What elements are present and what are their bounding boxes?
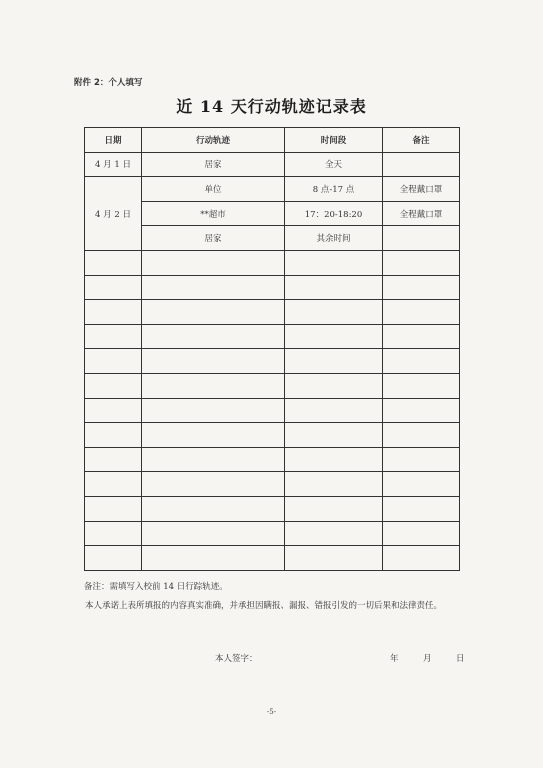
header-date: 日期	[85, 128, 142, 153]
table-row	[85, 201, 460, 226]
table-cell-empty[interactable]	[142, 250, 285, 275]
table-row-empty	[85, 300, 460, 325]
table-cell-empty[interactable]	[85, 300, 142, 325]
table-cell-empty[interactable]	[142, 521, 285, 546]
table-row-empty	[85, 275, 460, 300]
table-cell-empty[interactable]	[85, 496, 142, 521]
note-instruction: 备注：需填写入校前 14 日行踪轨迹。	[84, 582, 228, 592]
table-cell-empty[interactable]	[383, 250, 460, 275]
table-cell-empty[interactable]	[285, 398, 383, 423]
table-cell-empty[interactable]	[85, 472, 142, 497]
table-cell-empty[interactable]	[142, 275, 285, 300]
table-cell-empty[interactable]	[383, 398, 460, 423]
date-month-label: 月	[423, 654, 432, 664]
table-cell-empty[interactable]	[85, 447, 142, 472]
table-cell-empty[interactable]	[383, 300, 460, 325]
date-year-label: 年	[390, 654, 399, 664]
cell-track: 单位	[142, 177, 285, 202]
itinerary-table	[84, 127, 460, 571]
table-cell-empty[interactable]	[285, 373, 383, 398]
table-row	[85, 177, 460, 202]
header-note: 备注	[383, 128, 460, 153]
page-number: -5-	[266, 708, 277, 716]
table-cell-empty[interactable]	[85, 521, 142, 546]
table-cell-empty[interactable]	[383, 521, 460, 546]
table-cell-empty[interactable]	[142, 300, 285, 325]
table-cell-empty[interactable]	[285, 546, 383, 571]
table-row	[85, 226, 460, 251]
signature-label: 本人签字：	[215, 654, 258, 664]
table-cell-empty[interactable]	[85, 398, 142, 423]
date-day-label: 日	[456, 654, 465, 664]
table-cell-empty[interactable]	[285, 447, 383, 472]
table-cell-empty[interactable]	[142, 496, 285, 521]
header-track: 行动轨迹	[142, 128, 285, 153]
note-commitment: 本人承诺上表所填报的内容真实准确，并承担因瞒报、漏报、错报引发的一切后果和法律责任。	[85, 601, 443, 611]
cell-time: 其余时间	[285, 226, 383, 251]
table-cell-empty[interactable]	[285, 521, 383, 546]
table-cell-empty[interactable]	[383, 496, 460, 521]
page-title: 近 14 天行动轨迹记录表	[176, 97, 367, 116]
header-time: 时间段	[285, 128, 383, 153]
table-cell-empty[interactable]	[85, 373, 142, 398]
table-cell-empty[interactable]	[285, 472, 383, 497]
table-cell-empty[interactable]	[383, 447, 460, 472]
table-row-empty	[85, 398, 460, 423]
table-cell-empty[interactable]	[285, 496, 383, 521]
table-row-empty	[85, 496, 460, 521]
table-cell-empty[interactable]	[85, 250, 142, 275]
table-row-empty	[85, 250, 460, 275]
table-cell-empty[interactable]	[85, 324, 142, 349]
table-row-empty	[85, 447, 460, 472]
table-cell-empty[interactable]	[85, 349, 142, 374]
table-cell-empty[interactable]	[142, 373, 285, 398]
table-row-empty	[85, 521, 460, 546]
table-cell-empty[interactable]	[285, 423, 383, 448]
table-cell-empty[interactable]	[383, 423, 460, 448]
table-cell-empty[interactable]	[383, 546, 460, 571]
table-cell-empty[interactable]	[142, 447, 285, 472]
table-cell-empty[interactable]	[285, 250, 383, 275]
table-cell-empty[interactable]	[85, 423, 142, 448]
table-cell-empty[interactable]	[383, 373, 460, 398]
cell-note	[383, 226, 460, 251]
table-cell-empty[interactable]	[383, 324, 460, 349]
table-cell-empty[interactable]	[142, 349, 285, 374]
table-cell-empty[interactable]	[142, 398, 285, 423]
table-cell-empty[interactable]	[142, 472, 285, 497]
table-cell-empty[interactable]	[383, 349, 460, 374]
cell-note: 全程戴口罩	[383, 177, 460, 202]
cell-time: 8 点-17 点	[285, 177, 383, 202]
table-cell-empty[interactable]	[383, 275, 460, 300]
table-cell-empty[interactable]	[383, 472, 460, 497]
cell-track: 居家	[142, 226, 285, 251]
table-cell-empty[interactable]	[285, 275, 383, 300]
table-cell-empty[interactable]	[85, 275, 142, 300]
cell-note: 全程戴口罩	[383, 201, 460, 226]
cell-track: 居家	[142, 152, 285, 177]
table-row	[85, 152, 460, 177]
table-cell-empty[interactable]	[142, 546, 285, 571]
table-cell-empty[interactable]	[85, 546, 142, 571]
table-cell-empty[interactable]	[142, 423, 285, 448]
table-cell-empty[interactable]	[142, 324, 285, 349]
cell-date: 4 月 1 日	[85, 152, 142, 177]
table-row-empty	[85, 373, 460, 398]
cell-time: 17：20-18:20	[285, 201, 383, 226]
table-cell-empty[interactable]	[285, 324, 383, 349]
table-row-empty	[85, 472, 460, 497]
cell-date: 4 月 2 日	[85, 177, 142, 251]
table-row-empty	[85, 546, 460, 571]
table-header-row	[85, 128, 460, 153]
cell-note	[383, 152, 460, 177]
attachment-label: 附件 2：个人填写	[74, 78, 143, 88]
cell-track: **超市	[142, 201, 285, 226]
cell-time: 全天	[285, 152, 383, 177]
table-row-empty	[85, 423, 460, 448]
table-row-empty	[85, 324, 460, 349]
table-cell-empty[interactable]	[285, 300, 383, 325]
table-row-empty	[85, 349, 460, 374]
table-cell-empty[interactable]	[285, 349, 383, 374]
